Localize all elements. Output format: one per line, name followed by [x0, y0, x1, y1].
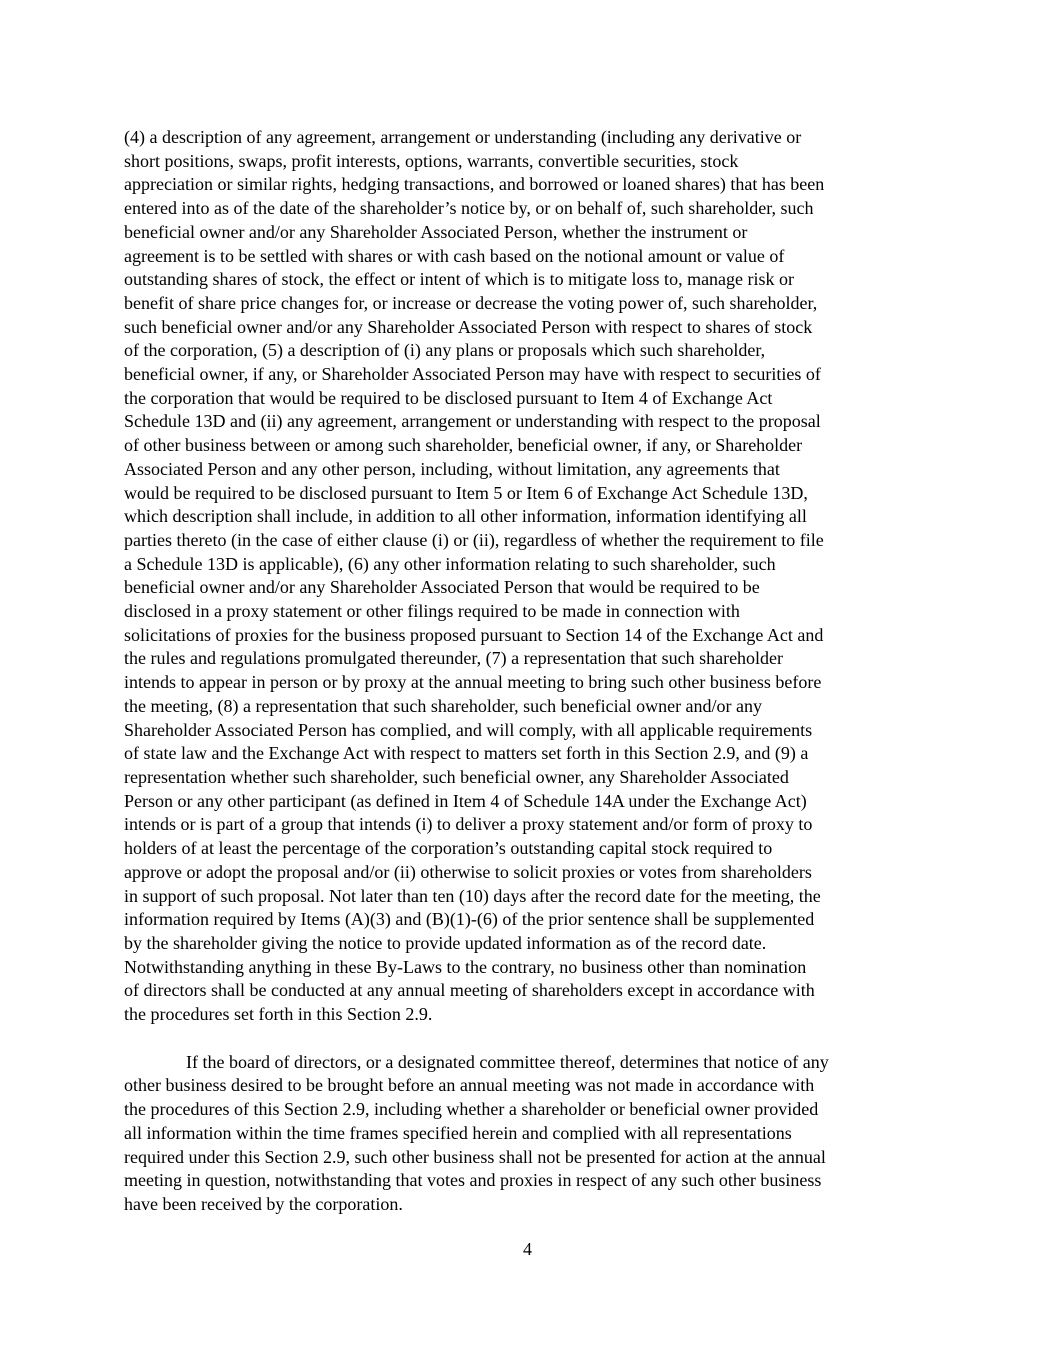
text-line: information required by Items (A)(3) and (B)(1)-(6) of the prior sentence shall be supplemented: [124, 909, 815, 930]
text-line: the procedures set forth in this Section 2.9.: [124, 1004, 433, 1025]
text-line: of other business between or among such shareholder, beneficial owner, if any, or Shareholder: [124, 435, 803, 456]
text-line: by the shareholder giving the notice to provide updated information as of the record date.: [124, 932, 767, 953]
text-line: all information within the time frames specified herein and complied with all representations: [124, 1122, 792, 1143]
text-line: in support of such proposal. Not later than ten (10) days after the record date for the meeting, the: [124, 885, 821, 906]
text-line: appreciation or similar rights, hedging transactions, and borrowed or loaned shares) that has been: [124, 174, 825, 195]
document-body: [124, 126, 934, 1217]
text-line: a Schedule 13D is applicable), (6) any other information relating to such shareholder, such: [124, 553, 776, 574]
text-line: Person or any other participant (as defined in Item 4 of Schedule 14A under the Exchange Act): [124, 790, 807, 811]
text-line: would be required to be disclosed pursuant to Item 5 or Item 6 of Exchange Act Schedule 13D,: [124, 482, 808, 503]
text-line: the rules and regulations promulgated thereunder, (7) a representation that such shareholder: [124, 648, 784, 669]
text-line: approve or adopt the proposal and/or (ii) otherwise to solicit proxies or votes from shareholders: [124, 861, 812, 882]
text-line: holders of at least the percentage of the corporation’s outstanding capital stock required to: [124, 838, 773, 859]
paragraph-continuation: [124, 126, 934, 1027]
text-line: disclosed in a proxy statement or other filings required to be made in connection with: [124, 601, 740, 622]
text-line: which description shall include, in addition to all other information, information identifying all: [124, 506, 807, 527]
text-line: short positions, swaps, profit interests, options, warrants, convertible securities, stock: [124, 150, 739, 171]
text-line: beneficial owner and/or any Shareholder Associated Person, whether the instrument or: [124, 221, 748, 242]
text-line: have been received by the corporation.: [124, 1193, 403, 1214]
text-line: solicitations of proxies for the business proposed pursuant to Section 14 of the Exchange Act and: [124, 624, 824, 645]
text-line: beneficial owner, if any, or Shareholder Associated Person may have with respect to securities of: [124, 364, 821, 385]
text-line: outstanding shares of stock, the effect or intent of which is to mitigate loss to, manage risk or: [124, 269, 795, 290]
text-line: parties thereto (in the case of either clause (i) or (ii), regardless of whether the requirement to file: [124, 529, 824, 550]
text-line: the procedures of this Section 2.9, including whether a shareholder or beneficial owner provided: [124, 1099, 819, 1120]
text-line: required under this Section 2.9, such other business shall not be presented for action at the annual: [124, 1146, 826, 1167]
text-line: benefit of share price changes for, or increase or decrease the voting power of, such shareholder,: [124, 292, 818, 313]
page-number: 4: [523, 1239, 532, 1259]
text-line: of directors shall be conducted at any annual meeting of shareholders except in accordance with: [124, 980, 815, 1001]
text-line: other business desired to be brought before an annual meeting was not made in accordance with: [124, 1075, 815, 1096]
text-line: Notwithstanding anything in these By-Laws to the contrary, no business other than nomination: [124, 956, 807, 977]
text-line: agreement is to be settled with shares or with cash based on the notional amount or value of: [124, 245, 785, 266]
text-line: If the board of directors, or a designated committee thereof, determines that notice of any: [186, 1051, 829, 1072]
text-line: representation whether such shareholder, such beneficial owner, any Shareholder Associated: [124, 766, 789, 787]
text-line: the meeting, (8) a representation that such shareholder, such beneficial owner and/or any: [124, 695, 763, 716]
text-line: intends to appear in person or by proxy at the annual meeting to bring such other business before: [124, 672, 822, 693]
text-line: the corporation that would be required to be disclosed pursuant to Item 4 of Exchange Act: [124, 387, 773, 408]
text-line: of state law and the Exchange Act with respect to matters set forth in this Section 2.9, and (9) a: [124, 743, 809, 764]
text-line: Schedule 13D and (ii) any agreement, arrangement or understanding with respect to the proposal: [124, 411, 821, 432]
text-line: (4) a description of any agreement, arrangement or understanding (including any derivative or: [124, 127, 802, 147]
paragraph-board-determination: [124, 1051, 934, 1217]
text-line: entered into as of the date of the shareholder’s notice by, or on behalf of, such shareholder, such: [124, 198, 814, 219]
text-line: such beneficial owner and/or any Shareholder Associated Person with respect to shares of stock: [124, 316, 813, 337]
text-line: Shareholder Associated Person has complied, and will comply, with all applicable requirements: [124, 719, 813, 740]
text-line: beneficial owner and/or any Shareholder Associated Person that would be required to be: [124, 577, 760, 598]
paragraph-gap: [124, 1027, 934, 1051]
text-line: Associated Person and any other person, including, without limitation, any agreements that: [124, 458, 780, 479]
text-line: of the corporation, (5) a description of (i) any plans or proposals which such shareholder,: [124, 340, 766, 361]
text-line: meeting in question, notwithstanding that votes and proxies in respect of any such other business: [124, 1170, 822, 1191]
text-line: intends or is part of a group that intends (i) to deliver a proxy statement and/or form of proxy to: [124, 814, 813, 835]
